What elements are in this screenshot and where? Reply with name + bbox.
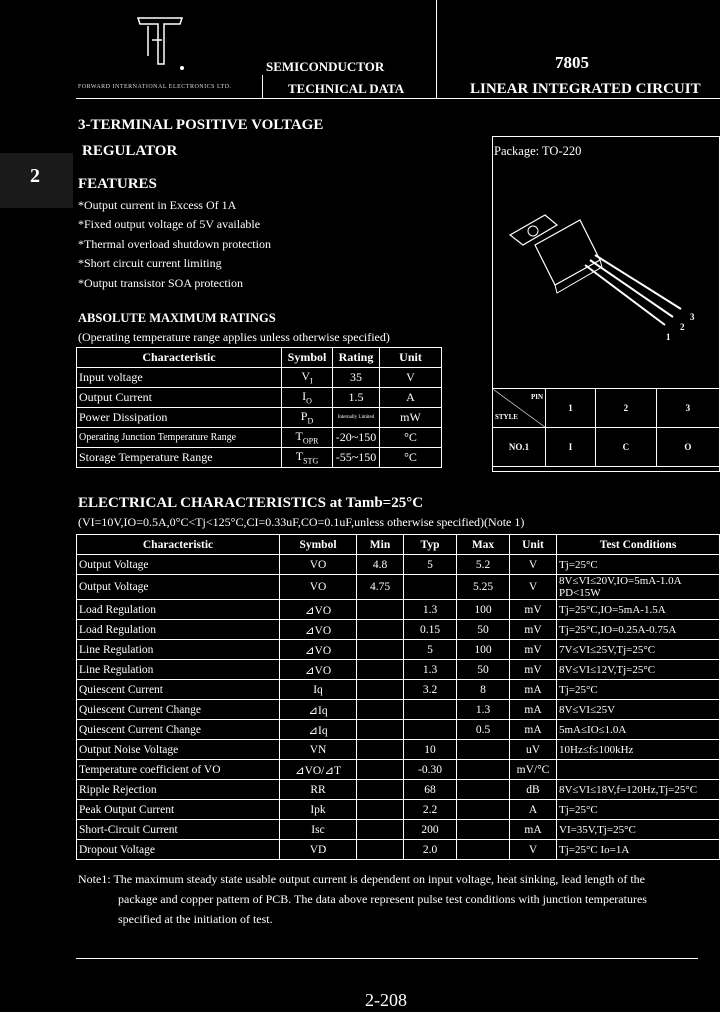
- cell-unit: V: [380, 368, 442, 388]
- cell-characteristic: Input voltage: [77, 368, 282, 388]
- cell-symbol: ⊿Iq: [280, 700, 357, 720]
- cell-min: [357, 800, 404, 820]
- abs-max-subheading: (Operating temperature range applies unless otherwise specified): [78, 330, 390, 344]
- column-header: Unit: [510, 535, 557, 555]
- cell-symbol: $V_I$: [282, 368, 333, 388]
- cell-min: [357, 780, 404, 800]
- cell-symbol: VN: [280, 740, 357, 760]
- pin-style-corner: [493, 389, 546, 428]
- table-row: [77, 428, 442, 448]
- note-line1: Note1: The maximum steady state usable output current is dependent on input voltage, heat sinking, lead length of the: [78, 872, 645, 886]
- cell-test-conditions: [557, 760, 720, 780]
- table-row: [77, 760, 720, 780]
- part-number: 7805: [555, 53, 589, 72]
- cell-characteristic: Output Current: [77, 388, 282, 408]
- pin-number-label: 3: [690, 312, 695, 322]
- cell-unit: A: [510, 800, 557, 820]
- cell-max: [457, 840, 510, 860]
- column-header: Characteristic: [77, 535, 280, 555]
- cell-characteristic: Temperature coefficient of VO: [77, 760, 280, 780]
- package-label: Package: TO-220: [494, 144, 582, 158]
- cell-characteristic: Dropout Voltage: [77, 840, 280, 860]
- cell-typ: 3.2: [404, 680, 457, 700]
- feature-item: *Output transistor SOA protection: [78, 276, 243, 290]
- semiconductor-label: SEMICONDUCTOR: [266, 59, 385, 74]
- table-row: [77, 620, 720, 640]
- abs-max-table: [76, 347, 442, 468]
- page-number: 2-208: [365, 990, 407, 1010]
- table-row: [77, 820, 720, 840]
- column-header: Typ: [404, 535, 457, 555]
- note-line3: specified at the initiation of test.: [118, 912, 273, 926]
- cell-characteristic: Quiescent Current Change: [77, 700, 280, 720]
- cell-min: [357, 700, 404, 720]
- cell-rating: Internally Limited: [333, 408, 380, 428]
- cell-symbol: $T_{STG}$: [282, 448, 333, 468]
- cell-test-conditions: Tj=25°C: [557, 800, 720, 820]
- column-header: Max: [457, 535, 510, 555]
- cell-unit: V: [510, 555, 557, 575]
- cell-symbol: ⊿Iq: [280, 720, 357, 740]
- feature-item: *Fixed output voltage of 5V available: [78, 217, 261, 231]
- cell-max: 0.5: [457, 720, 510, 740]
- pin-header: PIN: [530, 393, 543, 401]
- cell-characteristic: Output Voltage: [77, 575, 280, 600]
- cell-characteristic: Output Noise Voltage: [77, 740, 280, 760]
- cell-min: [357, 840, 404, 860]
- cell-unit: mV: [510, 620, 557, 640]
- style-cell: O: [656, 428, 719, 467]
- cell-unit: mV: [510, 660, 557, 680]
- cell-min: [357, 620, 404, 640]
- table-row: [77, 660, 720, 680]
- style-label: NO.1: [493, 428, 546, 467]
- cell-max: [457, 740, 510, 760]
- cell-test-conditions: Tj=25°C: [557, 680, 720, 700]
- cell-unit: mA: [510, 820, 557, 840]
- table-row: [77, 388, 442, 408]
- feature-item: *Short circuit current limiting: [78, 256, 222, 270]
- cell-characteristic: Storage Temperature Range: [77, 448, 282, 468]
- column-header: Symbol: [280, 535, 357, 555]
- table-row: [77, 575, 720, 600]
- style-cell: I: [546, 428, 596, 467]
- cell-test-conditions: Tj=25°C Io=1A: [557, 840, 720, 860]
- table-row: [77, 640, 720, 660]
- cell-max: [457, 820, 510, 840]
- cell-test-conditions: Tj=25°C,IO=0.25A-0.75A: [557, 620, 720, 640]
- cell-typ: 10: [404, 740, 457, 760]
- table-header-row: [77, 348, 442, 368]
- cell-symbol: RR: [280, 780, 357, 800]
- cell-unit: uV: [510, 740, 557, 760]
- elec-heading: ELECTRICAL CHARACTERISTICS at Tamb=25°C: [78, 495, 424, 511]
- cell-unit: V: [510, 575, 557, 600]
- cell-max: [457, 780, 510, 800]
- style-cell: C: [596, 428, 657, 467]
- table-row: [77, 740, 720, 760]
- cell-max: 8: [457, 680, 510, 700]
- table-row: [77, 408, 442, 428]
- cell-symbol: ⊿VO/⊿T: [280, 760, 357, 780]
- cell-max: 100: [457, 600, 510, 620]
- table-row: [77, 720, 720, 740]
- cell-unit: mV: [510, 640, 557, 660]
- cell-characteristic: Operating Junction Temperature Range: [77, 428, 282, 448]
- technical-data-label: TECHNICAL DATA: [288, 81, 405, 96]
- cell-typ: 5: [404, 555, 457, 575]
- cell-characteristic: Line Regulation: [77, 660, 280, 680]
- cell-min: [357, 720, 404, 740]
- company-logo-icon: [130, 12, 190, 72]
- abs-max-heading: ABSOLUTE MAXIMUM RATINGS: [78, 311, 276, 325]
- footer-rule: [76, 958, 698, 959]
- cell-typ: 200: [404, 820, 457, 840]
- table-header-row: [77, 535, 720, 555]
- cell-characteristic: Line Regulation: [77, 640, 280, 660]
- cell-test-conditions: 8V≤VI≤18V,f=120Hz,Tj=25°C: [557, 780, 720, 800]
- cell-symbol: Isc: [280, 820, 357, 840]
- cell-characteristic: Load Regulation: [77, 600, 280, 620]
- elec-subheading: (VI=10V,IO=0.5A,0°C<Tj<125°C,CI=0.33uF,CO=0.1uF,unless otherwise specified)(Note 1): [78, 515, 525, 529]
- cell-symbol: Ipk: [280, 800, 357, 820]
- cell-unit: mA: [510, 720, 557, 740]
- cell-characteristic: Ripple Rejection: [77, 780, 280, 800]
- cell-test-conditions: 10Hz≤f≤100kHz: [557, 740, 720, 760]
- cell-typ: -0.30: [404, 760, 457, 780]
- cell-symbol: VO: [280, 555, 357, 575]
- cell-rating: -20~150: [333, 428, 380, 448]
- cell-unit: mV/°C: [510, 760, 557, 780]
- cell-unit: V: [510, 840, 557, 860]
- table-row: [77, 600, 720, 620]
- cell-symbol: ⊿VO: [280, 620, 357, 640]
- pin-style-table: [492, 388, 720, 467]
- category-label: LINEAR INTEGRATED CIRCUIT: [470, 81, 701, 97]
- column-header: Characteristic: [77, 348, 282, 368]
- cell-symbol: ⊿VO: [280, 600, 357, 620]
- cell-max: 50: [457, 660, 510, 680]
- cell-test-conditions: Tj=25°C: [557, 555, 720, 575]
- table-row: [493, 389, 720, 428]
- cell-typ: 5: [404, 640, 457, 660]
- cell-rating: 35: [333, 368, 380, 388]
- cell-characteristic: Peak Output Current: [77, 800, 280, 820]
- cell-max: 50: [457, 620, 510, 640]
- cell-min: [357, 600, 404, 620]
- column-header: Unit: [380, 348, 442, 368]
- pin-cell: 2: [596, 389, 657, 428]
- cell-characteristic: Output Voltage: [77, 555, 280, 575]
- cell-typ: 2.0: [404, 840, 457, 860]
- feature-item: *Thermal overload shutdown protection: [78, 237, 271, 251]
- cell-min: 4.75: [357, 575, 404, 600]
- cell-max: 1.3: [457, 700, 510, 720]
- title-line2: REGULATOR: [82, 143, 178, 159]
- cell-unit: dB: [510, 780, 557, 800]
- cell-characteristic: Short-Circuit Current: [77, 820, 280, 840]
- cell-min: [357, 740, 404, 760]
- cell-min: [357, 680, 404, 700]
- cell-min: [357, 640, 404, 660]
- cell-min: [357, 760, 404, 780]
- cell-unit: °C: [380, 428, 442, 448]
- table-row: [77, 680, 720, 700]
- cell-symbol: ⊿VO: [280, 640, 357, 660]
- cell-unit: mW: [380, 408, 442, 428]
- column-header: Test Conditions: [557, 535, 720, 555]
- chapter-number: 2: [30, 165, 40, 187]
- column-header: Symbol: [282, 348, 333, 368]
- column-header: Rating: [333, 348, 380, 368]
- cell-unit: A: [380, 388, 442, 408]
- feature-item: *Output current in Excess Of 1A: [78, 198, 237, 212]
- cell-max: 5.25: [457, 575, 510, 600]
- cell-max: 5.2: [457, 555, 510, 575]
- cell-test-conditions: VI=35V,Tj=25°C: [557, 820, 720, 840]
- cell-typ: [404, 720, 457, 740]
- cell-rating: 1.5: [333, 388, 380, 408]
- cell-typ: 1.3: [404, 660, 457, 680]
- company-name: FORWARD INTERNATIONAL ELECTRONICS LTD.: [78, 84, 232, 90]
- cell-unit: mV: [510, 600, 557, 620]
- cell-test-conditions: 7V≤VI≤25V,Tj=25°C: [557, 640, 720, 660]
- cell-characteristic: Power Dissipation: [77, 408, 282, 428]
- cell-unit: mA: [510, 680, 557, 700]
- cell-min: 4.8: [357, 555, 404, 575]
- cell-symbol: $P_D$: [282, 408, 333, 428]
- cell-symbol: VD: [280, 840, 357, 860]
- cell-typ: [404, 575, 457, 600]
- to220-package-icon: [505, 205, 705, 355]
- cell-typ: 2.2: [404, 800, 457, 820]
- cell-max: 100: [457, 640, 510, 660]
- pin-cell: 3: [656, 389, 719, 428]
- cell-max: [457, 800, 510, 820]
- cell-test-conditions: 8V≤VI≤25V: [557, 700, 720, 720]
- cell-symbol: $I_O$: [282, 388, 333, 408]
- cell-test-conditions: 8V≤VI≤12V,Tj=25°C: [557, 660, 720, 680]
- table-row: [77, 800, 720, 820]
- elec-table: [76, 534, 720, 860]
- pin-cell: 1: [546, 389, 596, 428]
- pin-number-label: 2: [680, 322, 685, 332]
- cell-max: [457, 760, 510, 780]
- table-row: [77, 555, 720, 575]
- cell-rating: -55~150: [333, 448, 380, 468]
- cell-typ: 68: [404, 780, 457, 800]
- cell-unit: mA: [510, 700, 557, 720]
- title-line1: 3-TERMINAL POSITIVE VOLTAGE: [78, 117, 324, 133]
- cell-min: [357, 660, 404, 680]
- table-row: [77, 780, 720, 800]
- cell-unit: °C: [380, 448, 442, 468]
- cell-typ: [404, 700, 457, 720]
- style-header: STYLE: [495, 413, 518, 421]
- cell-typ: 1.3: [404, 600, 457, 620]
- cell-test-conditions: 5mA≤IO≤1.0A: [557, 720, 720, 740]
- cell-test-conditions: 8V≤VI≤20V,IO=5mA-1.0A PD<15W: [557, 575, 720, 600]
- table-row: [77, 368, 442, 388]
- table-row: [77, 448, 442, 468]
- cell-test-conditions: Tj=25°C,IO=5mA-1.5A: [557, 600, 720, 620]
- cell-min: [357, 820, 404, 840]
- table-row: [77, 840, 720, 860]
- table-row: [493, 428, 720, 467]
- cell-characteristic: Load Regulation: [77, 620, 280, 640]
- cell-typ: 0.15: [404, 620, 457, 640]
- cell-symbol: ⊿VO: [280, 660, 357, 680]
- table-row: [77, 700, 720, 720]
- cell-characteristic: Quiescent Current: [77, 680, 280, 700]
- cell-characteristic: Quiescent Current Change: [77, 720, 280, 740]
- cell-symbol: Iq: [280, 680, 357, 700]
- note-line2: package and copper pattern of PCB. The data above represent pulse test conditions with junction temperatures: [118, 892, 647, 906]
- cell-symbol: $T_{OPR}$: [282, 428, 333, 448]
- features-heading: FEATURES: [78, 176, 157, 192]
- column-header: Min: [357, 535, 404, 555]
- cell-symbol: VO: [280, 575, 357, 600]
- pin-number-label: 1: [666, 332, 671, 342]
